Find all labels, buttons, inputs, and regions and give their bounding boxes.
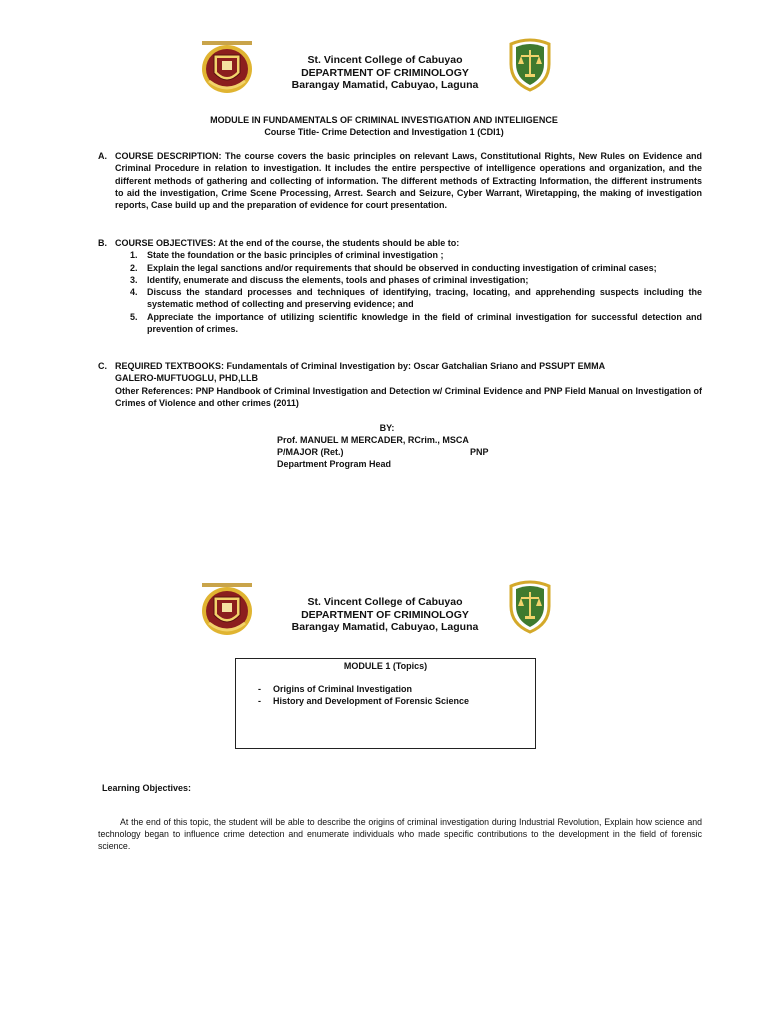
topic-text: History and Development of Forensic Science [273,696,470,706]
item-text: State the foundation or the basic principles of criminal investigation ; [147,250,444,261]
item-number: 4. [130,287,138,298]
textbooks-line-1: REQUIRED TEXTBOOKS: Fundamentals of Criminal Investigation by: Oscar Gatchalian Sriano and PSSUPT EMMA [115,361,606,371]
topic-text: Origins of Criminal Investigation [273,684,413,694]
textbooks-line-2: GALERO-MUFTUOGLU, PHD,LLB [115,373,258,384]
objectives-list [98,249,702,335]
course-title: Course Title- Crime Detection and Investigation 1 (CDI1) [264,127,504,137]
module-topics-title: MODULE 1 (Topics) [343,661,428,671]
author-org: PNP [470,447,489,457]
course-description-section [98,150,702,211]
list-item [130,249,702,261]
letterhead [270,596,500,634]
college-seal-icon [200,583,254,637]
item-text: Appreciate the importance of utilizing scientific knowledge in the field of criminal investigation for successful detection and prevention of crimes. [147,311,702,335]
list-item [130,262,702,274]
section-label: C. [98,361,107,371]
module-topics-box [235,658,536,749]
topics-list [236,683,535,707]
school-name: St. Vincent College of Cabuyao [307,596,463,608]
department-name: DEPARTMENT OF CRIMINOLOGY [301,608,469,621]
school-address: Barangay Mamatid, Cabuyao, Laguna [291,621,479,633]
item-number: 5. [130,311,138,322]
author-block [277,422,497,470]
bullet-dash: - [258,684,261,694]
required-textbooks-section [98,360,702,409]
department-name: DEPARTMENT OF CRIMINOLOGY [301,66,469,79]
author-position: Department Program Head [277,459,392,469]
item-number: 3. [130,274,138,285]
school-name: St. Vincent College of Cabuyao [307,54,463,66]
list-item [130,286,702,311]
author-rank: P/MAJOR (Ret.) [277,447,344,457]
item-number: 1. [130,250,138,261]
item-number: 2. [130,262,138,273]
by-label: BY: [379,423,395,433]
college-seal-icon [200,41,254,95]
module-title: MODULE IN FUNDAMENTALS OF CRIMINAL INVESTIGATION AND INTELIIGENCE [210,115,558,125]
list-item [130,311,702,336]
item-text: Explain the legal sanctions and/or requirements that should be observed in conducting investigation of criminal cases; [147,262,657,273]
school-address: Barangay Mamatid, Cabuyao, Laguna [291,79,479,91]
section-label: A. [98,151,107,161]
letterhead [270,54,500,92]
author-name: Prof. MANUEL M MERCADER, RCrim., MSCA [277,435,469,445]
other-references: Other References: PNP Handbook of Criminal Investigation and Detection w/ Criminal Evidence and PNP Field Manual on Investigation of Crimes of Violence and other crimes (2011) [115,385,702,408]
item-text: Identify, enumerate and discuss the elements, tools and phases of criminal investigation; [147,274,529,285]
course-objectives-heading: COURSE OBJECTIVES: At the end of the course, the students should be able to: [115,238,460,248]
section-label: B. [98,238,107,248]
item-text: Discuss the standard processes and techniques of identifying, tracing, locating, and apprehending suspects including the systematic method of collecting and preserving evidence; and [147,287,702,310]
list-item [130,274,702,286]
learning-objectives-paragraph: At the end of this topic, the student will be able to describe the origins of criminal investigation during Industrial Revolution, Explain how science and technology began to influence crime detection and enumerate individuals who made specific contributions to the development in the field of forensic science. [98,817,702,851]
course-description-text: COURSE DESCRIPTION: The course covers the basic principles on relevant Laws, Constitutional Rights, New Rules on Evidence and Criminal Procedure in relation to investigation. It includes the entire perspective of intelligence operations and organization, and the different methods of gathering and collecting of information. The different methods of Extracting Information, the different instruments to aid the investigation, Crime Scene Processing, Arrest. Search and Seizure, Cyber Warrant, Wiretapping, the making of investigation reports, Case build up and the preparation of evidence for court presentation. [115,151,702,211]
learning-objectives-heading: Learning Objectives: [102,783,192,793]
list-item [236,683,535,695]
list-item [236,695,535,707]
course-objectives-section [98,237,702,335]
bullet-dash: - [258,696,261,706]
criminology-shield-icon [507,38,553,92]
criminology-shield-icon [507,580,553,634]
